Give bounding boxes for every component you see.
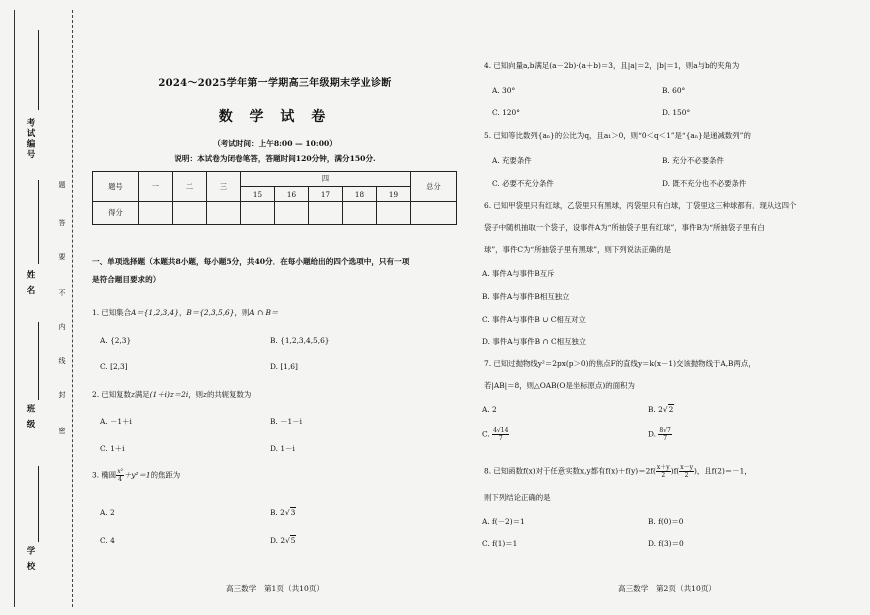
question-7-line: 7. 已知过抛物线y²＝2px(p＞0)的焦点F的直线y＝k(x－1)交该抛物线于A,B两点， (484, 359, 756, 368)
q1-option-c[interactable]: C. [2,3] (100, 362, 128, 371)
q2-text: 的共轭复数为 (206, 390, 252, 399)
name-label: 姓 名 (25, 270, 35, 296)
q8-text: )f( (670, 466, 680, 476)
score-table-subcol: 19 (377, 187, 411, 202)
score-cell[interactable] (411, 202, 457, 225)
q6-option-d[interactable]: D. 事件A与事件B ∩ C相互独立 (482, 337, 587, 346)
score-table-col: 一 (139, 172, 173, 202)
q3-option-d-radicand: 5 (290, 536, 296, 545)
q7-option-a[interactable]: A. 2 (482, 405, 497, 414)
warning-char: 题 (58, 181, 66, 189)
question-6-line: 袋子中随机抽取一个袋子，设事件A为“所抽袋子里有红球”，事件B为“所抽袋子里有白 (484, 223, 765, 232)
q3-option-c[interactable]: C. 4 (100, 536, 115, 545)
score-table-subcol: 17 (309, 187, 343, 202)
q1-set-a: A＝{1,2,3,4} (130, 308, 179, 317)
warning-char: 封 (58, 391, 66, 399)
q3-option-d-text: D. 2 (270, 536, 286, 545)
q3-text: 的焦距为 (150, 470, 181, 480)
q2-equation: (1＋i)z＝2i (149, 390, 189, 399)
name-blank[interactable] (38, 180, 39, 264)
q2-option-c[interactable]: C. 1＋i (100, 444, 125, 453)
score-cell[interactable] (241, 202, 275, 225)
score-table-subcol: 18 (343, 187, 377, 202)
q8-text: )，且f(2)＝－1， (693, 466, 752, 476)
warning-char: 内 (58, 323, 66, 331)
score-table (92, 171, 457, 225)
q5-option-a[interactable]: A. 充要条件 (492, 156, 532, 165)
q8-fraction-2-num: x－y (680, 464, 693, 471)
page-1 (86, 0, 464, 615)
q4-option-b[interactable]: B. 60° (662, 86, 686, 95)
score-cell[interactable] (275, 202, 309, 225)
exam-instructions: 说明：本试卷为闭卷笔答，答题时间120分钟，满分150分. (174, 154, 376, 163)
q1-expr: A ∩ B＝ (249, 308, 279, 317)
score-cell[interactable] (139, 202, 173, 225)
q3-fraction (116, 468, 124, 483)
class-blank[interactable] (38, 322, 39, 400)
q3-option-b[interactable]: B. 2√3 (270, 508, 296, 517)
q2-var: z (130, 390, 135, 399)
exam-title: 2024～2025学年第一学期高三年级期末学业诊断 (158, 78, 392, 89)
q3-option-b-text: B. 2 (270, 508, 285, 517)
q8-fraction-1-den: 2 (661, 472, 666, 479)
q6-option-b[interactable]: B. 事件A与事件B相互独立 (482, 292, 570, 301)
question-6-line: 球”，事件C为“所抽袋子里有黑球”，则下列说法正确的是 (484, 245, 671, 254)
section-1-line: 一、单项选择题（本题共8小题，每小题5分，共40分．在每小题给出的四个选项中，只有一项 (92, 257, 410, 266)
school-blank[interactable] (38, 466, 39, 542)
q8-fraction-2 (679, 464, 694, 479)
question-8-line (484, 464, 854, 479)
q7-option-c[interactable] (482, 427, 509, 442)
warning-char: 线 (58, 357, 66, 365)
q2-text: 2. 已知复数 (92, 390, 131, 399)
q5-option-b[interactable]: B. 充分不必要条件 (662, 156, 724, 165)
q2-option-d[interactable]: D. 1－i (270, 444, 295, 453)
q3-text: 3. 椭圆 (92, 470, 117, 480)
q4-option-a[interactable]: A. 30° (492, 86, 516, 95)
q7-option-d-text: D. (648, 429, 657, 439)
class-label: 班 级 (25, 404, 35, 430)
question-1 (92, 307, 462, 318)
q4-option-d[interactable]: D. 150° (662, 108, 691, 117)
q7-option-b-text: B. 2 (648, 405, 663, 414)
question-7-line: 若|AB|＝8，则△OAB(O是坐标原点)的面积为 (484, 381, 635, 390)
q3-equation: ＋y²＝1 (123, 470, 151, 480)
score-cell[interactable] (377, 202, 411, 225)
q3-fraction-den: 4 (118, 476, 122, 483)
q8-option-c[interactable]: C. f(1)＝1 (482, 539, 518, 548)
score-cell[interactable] (343, 202, 377, 225)
score-table-total: 总分 (411, 172, 457, 202)
q1-option-d[interactable]: D. [1,6] (270, 362, 298, 371)
q7-option-c-num: 4√14 (493, 427, 509, 434)
q8-fraction-1 (656, 464, 671, 479)
q3-option-b-radicand: 3 (290, 508, 296, 517)
q3-option-a[interactable]: A. 2 (100, 508, 115, 517)
q2-text: ，则 (188, 390, 204, 399)
subject-title: 数 学 试 卷 (218, 109, 332, 125)
q7-option-c-den: 7 (498, 435, 503, 442)
score-table-group: 四 (241, 172, 411, 187)
section-1-heading (92, 255, 460, 286)
warning-char: 要 (58, 253, 66, 261)
score-cell[interactable] (207, 202, 241, 225)
exam-number-label: 考试编号 (25, 118, 35, 160)
q7-option-b[interactable]: B. 2√2 (648, 405, 674, 414)
q2-var: z (203, 390, 207, 399)
exam-number-blank[interactable] (38, 30, 39, 110)
question-2 (92, 389, 462, 400)
q7-option-c-fraction (492, 427, 509, 442)
page-footer: 高三数学 第1页（共10页） (225, 584, 325, 593)
score-table-col: 三 (207, 172, 241, 202)
q7-option-d-num: 8√7 (659, 427, 671, 434)
section-1-line: 是符合题目要求的） (92, 275, 161, 284)
q7-option-d-den: 7 (663, 435, 668, 442)
binding-cut-line (72, 10, 73, 607)
page-footer: 高三数学 第2页（共10页） (617, 584, 717, 593)
q7-option-d[interactable] (648, 427, 672, 442)
exam-time: （考试时间：上午8:00 — 10:00） (213, 139, 337, 148)
score-row-label: 得分 (93, 202, 139, 225)
q7-option-c-text: C. (482, 429, 490, 439)
q8-text: 8. 已知函数f(x)对于任意实数x,y都有f(x)＋f(y)＝2f( (484, 466, 656, 476)
q1-set-b: B＝{2,3,5,6} (186, 308, 235, 317)
q3-option-d[interactable]: D. 2√5 (270, 536, 296, 545)
binding-strip (0, 0, 78, 615)
binding-border-line (14, 10, 15, 607)
score-cell[interactable] (309, 202, 343, 225)
warning-char: 不 (58, 289, 66, 297)
q4-option-c[interactable]: C. 120° (492, 108, 520, 117)
q8-option-a[interactable]: A. f(－2)＝1 (482, 517, 525, 526)
school-label: 学 校 (25, 546, 35, 572)
q5-option-d[interactable]: D. 既不充分也不必要条件 (662, 179, 747, 188)
score-table-subcol: 16 (275, 187, 309, 202)
q7-option-b-radicand: 2 (668, 405, 674, 414)
q2-text: 满足 (134, 390, 150, 399)
q8-fraction-2-den: 2 (684, 472, 689, 479)
q6-option-c[interactable]: C. 事件A与事件B ∪ C相互对立 (482, 315, 586, 324)
question-3 (92, 468, 462, 483)
q6-option-a[interactable]: A. 事件A与事件B互斥 (482, 269, 555, 278)
question-5: 5. 已知等比数列{aₙ}的公比为q，且a₁＞0，则“0＜q＜1”是“{aₙ}是递减数列”的 (484, 131, 751, 140)
q5-option-c[interactable]: C. 必要不充分条件 (492, 179, 554, 188)
q8-option-d[interactable]: D. f(3)＝0 (648, 539, 684, 548)
q3-fraction-num: x² (117, 468, 123, 475)
q8-option-b[interactable]: B. f(0)＝0 (648, 517, 684, 526)
q2-option-a[interactable]: A. －1＋i (100, 417, 132, 426)
score-table-col: 二 (173, 172, 207, 202)
warning-char: 答 (58, 219, 66, 227)
q1-option-a[interactable]: A. {2,3} (100, 336, 132, 345)
q1-text: ，则 (234, 308, 250, 317)
q8-fraction-1-num: x＋y (656, 464, 670, 471)
score-table-subcol: 15 (241, 187, 275, 202)
score-table-header: 题号 (93, 172, 139, 202)
question-8-line: 则下列结论正确的是 (484, 493, 551, 502)
warning-char: 密 (58, 427, 66, 435)
q1-text: 1. 已知集合 (92, 308, 131, 317)
q2-option-b[interactable]: B. －1－i (270, 417, 302, 426)
q1-text: ， (178, 308, 187, 317)
q7-option-d-fraction (658, 427, 671, 442)
question-4: 4. 已知向量a,b满足(a－2b)·(a＋b)＝3，且|a|＝2，|b|＝1，则a与b的夹角为 (484, 61, 740, 70)
score-cell[interactable] (173, 202, 207, 225)
question-6-line: 6. 已知甲袋里只有红球，乙袋里只有黑球，丙袋里只有白球，丁袋里这三种球都有．现从这四个 (484, 201, 797, 210)
page-2 (478, 0, 856, 615)
q1-option-b[interactable]: B. {1,2,3,4,5,6} (270, 336, 330, 345)
